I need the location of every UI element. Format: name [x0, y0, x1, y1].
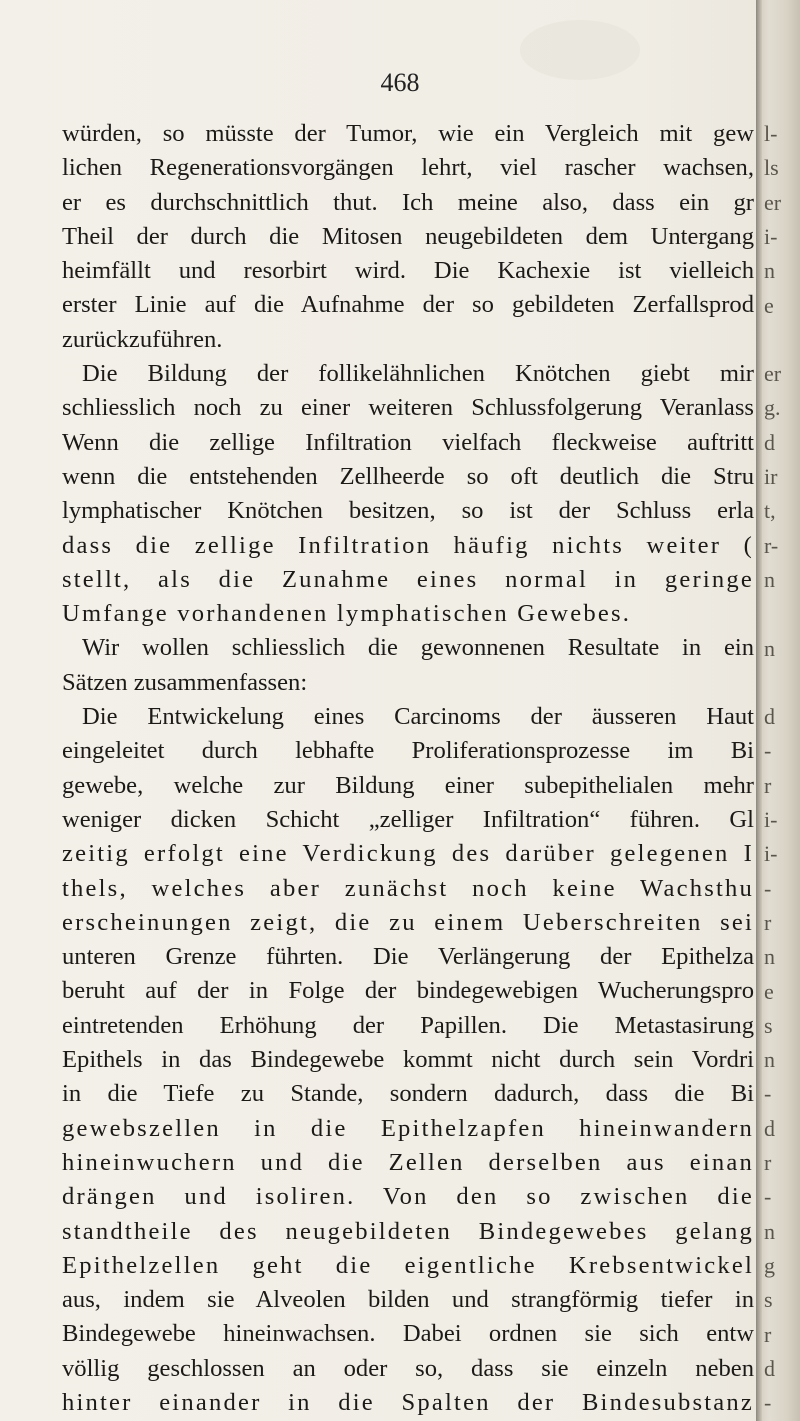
text-line: würden, so müsste der Tumor, wie ein Vergleich mit gew	[62, 120, 754, 147]
text-line: Epithelzellen geht die eigentliche Krebsentwickel	[62, 1251, 754, 1279]
gutter-fragment: r-	[764, 532, 779, 558]
text-line: stellt, als die Zunahme eines normal in geringe	[62, 565, 754, 593]
text-line: in die Tiefe zu Stande, sondern dadurch, dass die Bi	[62, 1080, 754, 1108]
text-line: völlig geschlossen an oder so, dass sie einzeln neben	[62, 1354, 754, 1382]
gutter-fragment: r	[764, 909, 772, 935]
gutter-fragment: e	[764, 978, 774, 1004]
gutter-fragment: d	[764, 704, 775, 730]
gutter-fragment: g	[764, 1252, 775, 1278]
text-line: erster Linie auf die Aufnahme der so gebildeten Zerfallsprod	[62, 291, 754, 319]
gutter-fragment: d	[764, 1115, 775, 1141]
text-line: thels, welches aber zunächst noch keine Wachsthu	[62, 874, 754, 902]
text-line: Theil der durch die Mitosen neugebildeten dem Untergang	[62, 222, 754, 250]
gutter-fragment: l-	[764, 121, 778, 146]
text-line: zeitig erfolgt eine Verdickung des darüber gelegenen I	[62, 840, 754, 868]
gutter-fragment: r	[764, 1150, 772, 1175]
gutter-fragment: n	[764, 566, 775, 592]
gutter-fragment: d	[764, 429, 775, 455]
text-line: standtheile des neugebildeten Bindegewebes gelang	[62, 1217, 754, 1245]
text-line: lymphatischer Knötchen besitzen, so ist der Schluss erla	[62, 497, 754, 525]
text-line: Wir wollen schliesslich die gewonnenen Resultate in ein	[82, 634, 754, 662]
text-line: gewebszellen in die Epithelzapfen hineinwandern	[62, 1114, 754, 1142]
gutter-fragment	[764, 597, 800, 631]
gutter-fragment: e	[764, 292, 774, 318]
gutter-fragment: i-	[764, 223, 778, 249]
text-line: Umfange vorhandenen lymphatischen Gewebes.	[62, 600, 632, 628]
gutter-fragment: r	[764, 772, 772, 798]
text-line: Epithels in das Bindegewebe kommt nicht durch sein Vordri	[62, 1046, 754, 1074]
text-line: gewebe, welche zur Bildung einer subepithelialen mehr	[62, 771, 754, 799]
text-line: wenn die entstehenden Zellheerde so oft deutlich die Stru	[62, 462, 754, 490]
gutter-fragment: -	[764, 1184, 772, 1210]
gutter-fragment: -	[764, 1081, 772, 1107]
page-number: 468	[380, 68, 420, 97]
gutter-fragment: i-	[764, 841, 778, 867]
gutter-fragment: ls	[764, 155, 779, 181]
text-line: eintretenden Erhöhung der Papillen. Die Metastasirung	[62, 1011, 754, 1039]
text-line: Bindegewebe hineinwachsen. Dabei ordnen sie sich entw	[62, 1320, 754, 1348]
text-line: hineinwuchern und die Zellen derselben aus einan	[62, 1148, 754, 1176]
gutter-fragment: -	[764, 875, 772, 901]
gutter-fragment: t,	[764, 498, 776, 524]
text-line: lichen Regenerationsvorgängen lehrt, viel rascher wachsen,	[62, 154, 754, 182]
gutter-fragment: s	[764, 1012, 773, 1038]
gutter-fragment: n	[764, 635, 775, 661]
text-line: aus, indem sie Alveolen bilden und strangförmig tiefer in	[62, 1286, 754, 1314]
gutter-fragment: -	[764, 738, 772, 764]
text-line: Die Entwickelung eines Carcinoms der äusseren Haut	[82, 703, 754, 731]
binding-fold	[756, 0, 762, 1421]
text-line: eingeleitet durch lebhafte Proliferationsprozesse im Bi	[62, 737, 754, 765]
gutter-fragment: s	[764, 1287, 773, 1313]
gutter-fragment: r	[764, 1321, 772, 1347]
gutter-fragment: n	[764, 944, 775, 970]
gutter-fragment: n	[764, 1218, 775, 1244]
gutter-fragment: i-	[764, 807, 778, 832]
gutter-fragment: er	[764, 361, 782, 387]
text-line: heimfällt und resorbirt wird. Die Kachexie ist vielleich	[62, 257, 754, 285]
binding-gutter	[756, 0, 800, 1421]
gutter-fragment	[764, 666, 800, 700]
text-line: drängen und isoliren. Von den so zwischen die	[62, 1183, 754, 1211]
gutter-fragment: d	[764, 1355, 775, 1381]
gutter-fragment: ir	[764, 464, 778, 489]
text-line: weniger dicken Schicht „zelliger Infiltration“ führen. Gl	[62, 805, 754, 833]
gutter-fragment	[764, 323, 800, 357]
text-line: Sätzen zusammenfassen:	[62, 668, 308, 696]
text-line: unteren Grenze führten. Die Verlängerung der Epithelza	[62, 943, 754, 971]
text-line: Die Bildung der follikelähnlichen Knötchen giebt mir	[82, 360, 754, 388]
text-line: dass die zellige Infiltration häufig nichts weiter (	[62, 531, 754, 559]
gutter-fragment: n	[764, 258, 775, 284]
gutter-fragment: er	[764, 189, 782, 215]
gutter-fragment: n	[764, 1047, 775, 1073]
text-line: schliesslich noch zu einer weiteren Schlussfolgerung Veranlass	[62, 394, 754, 422]
text-line: Wenn die zellige Infiltration vielfach fleckweise auftritt	[62, 428, 754, 456]
text-line: zurückzuführen.	[62, 325, 223, 353]
text-line: beruht auf der in Folge der bindegewebigen Wucherungspro	[62, 977, 754, 1005]
text-line: erscheinungen zeigt, die zu einem Ueberschreiten sei	[62, 908, 754, 936]
body-text	[62, 117, 754, 1420]
text-line: hinter einander in die Spalten der Bindesubstanz	[62, 1388, 754, 1416]
gutter-fragment: -	[764, 1390, 772, 1416]
gutter-fragment: g.	[764, 395, 781, 421]
text-line: er es durchschnittlich thut. Ich meine also, dass ein gr	[62, 188, 754, 216]
